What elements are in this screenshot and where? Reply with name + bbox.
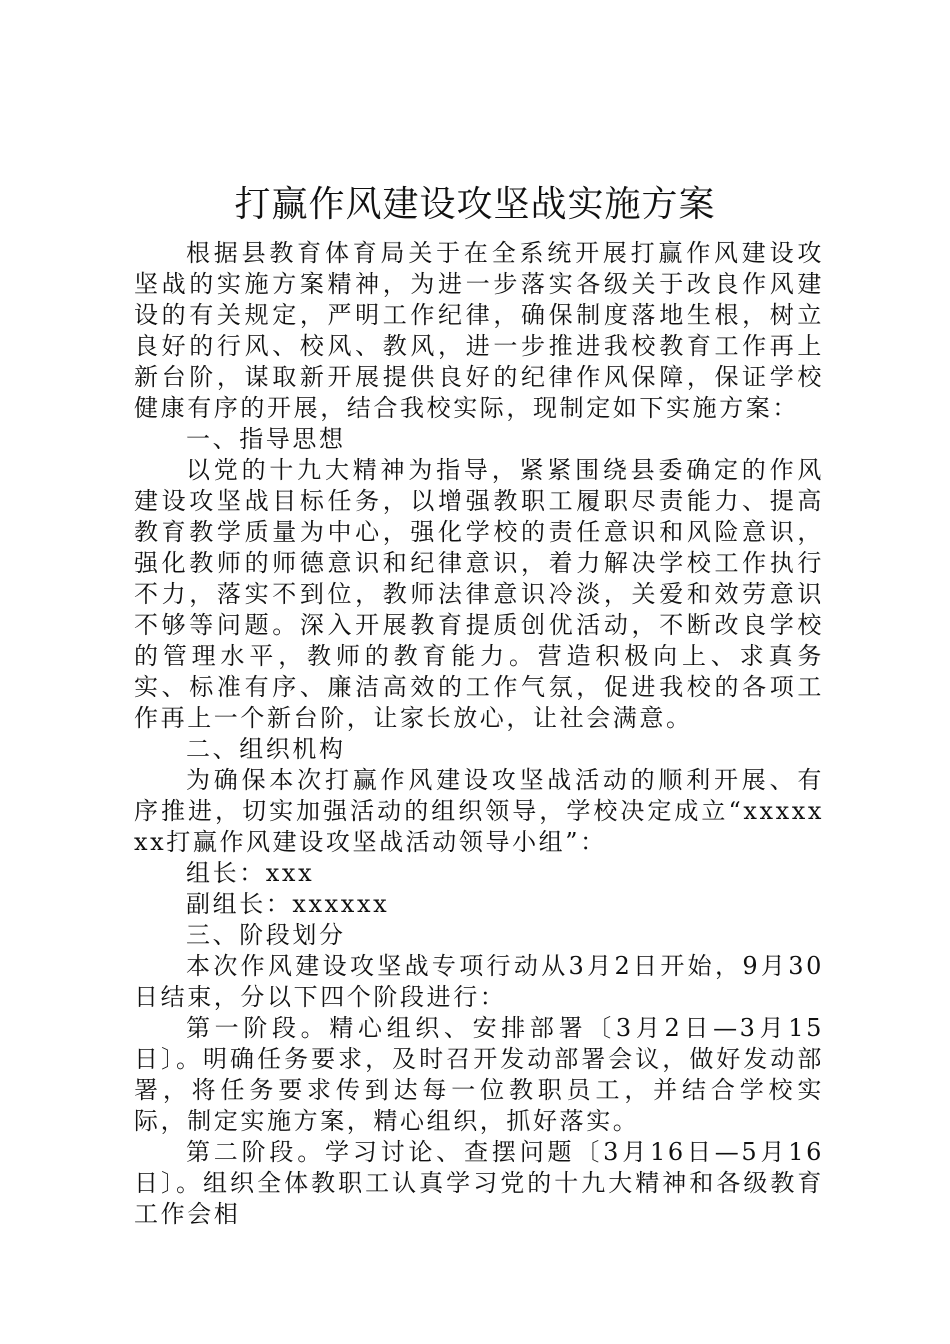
document-title: 打赢作风建设攻坚战实施方案 — [234, 184, 716, 225]
deputy-leader-line: 副组长：xxxxxx — [186, 890, 390, 918]
heading-stages: 三、阶段划分 — [186, 921, 346, 949]
paragraph-stage-one: 第一阶段。精心组织、安排部署〔3月2日—3月15日〕。明确任务要求，及时召开发动部署会议，做好发动部署，将任务要求传到达每一位教职员工，并结合学校实际，制定实施方案，精心组织，抓好落实。 — [134, 1014, 824, 1135]
paragraph-organization: 为确保本次打赢作风建设攻坚战活动的顺利开展、有序推进，切实加强活动的组织领导，学校决定成立“xxxxxxx打赢作风建设攻坚战活动领导小组”： — [134, 766, 824, 856]
paragraph-guiding-ideology: 以党的十九大精神为指导，紧紧围绕县委确定的作风建设攻坚战目标任务，以增强教职工履职尽责能力、提高教育教学质量为中心，强化学校的责任意识和风险意识，强化教师的师德意识和纪律意识，着力解决学校工作执行不力，落实不到位，教师法律意识冷淡，关爱和效劳意识不够等问题。深入开展教育提质创优活动，不断改良学校的管理水平，教师的教育能力。营造积极向上、求真务实、标准有序、廉洁高效的工作气氛，促进我校的各项工作再上一个新台阶，让家长放心，让社会满意。 — [134, 456, 824, 732]
paragraph-intro: 根据县教育体育局关于在全系统开展打赢作风建设攻坚战的实施方案精神，为进一步落实各级关于改良作风建设的有关规定，严明工作纪律，确保制度落地生根，树立良好的行风、校风、教风，进一步推进我校教育工作再上新台阶，谋取新开展提供良好的纪律作风保障，保证学校健康有序的开展，结合我校实际，现制定如下实施方案： — [134, 239, 824, 422]
heading-guiding-ideology: 一、指导思想 — [186, 425, 346, 453]
leader-line: 组长：xxx — [186, 859, 315, 887]
paragraph-stage-two: 第二阶段。学习讨论、查摆问题〔3月16日—5月16日〕。组织全体教职工认真学习党的十九大精神和各级教育工作会相 — [134, 1138, 824, 1228]
document-body — [134, 238, 824, 1230]
heading-organization: 二、组织机构 — [186, 735, 346, 763]
paragraph-stages-intro: 本次作风建设攻坚战专项行动从3月2日开始，9月30日结束，分以下四个阶段进行： — [134, 952, 824, 1011]
